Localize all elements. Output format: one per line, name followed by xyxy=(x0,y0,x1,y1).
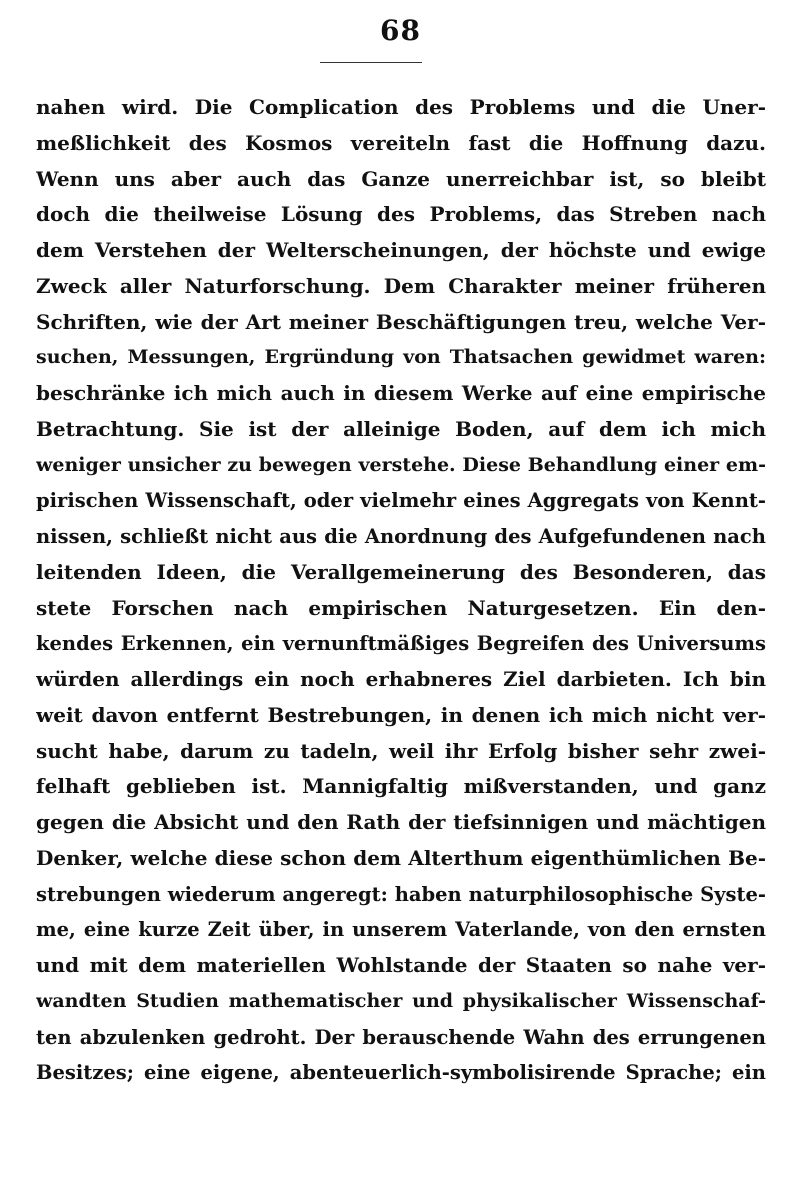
body-text xyxy=(36,90,766,1091)
text-line: ten abzulenken gedroht. Der berauschende Wahn des errungenen xyxy=(36,1025,766,1049)
text-line: weit davon entfernt Bestrebungen, in denen ich mich nicht ver- xyxy=(36,702,766,727)
text-line: Zweck aller Naturforschung. Dem Charakter meiner früheren xyxy=(36,273,766,298)
text-line: suchen, Messungen, Ergründung von Thatsachen gewidmet waren: xyxy=(36,346,766,369)
text-line: stete Forschen nach empirischen Naturgesetzen. Ein den- xyxy=(36,595,766,620)
text-line: nissen, schließt nicht aus die Anordnung des Aufgefundenen nach xyxy=(36,525,766,548)
text-line: Wenn uns aber auch das Ganze unerreichbar ist, so bleibt xyxy=(36,166,766,191)
text-line: weniger unsicher zu bewegen verstehe. Diese Behandlung einer em- xyxy=(36,453,766,476)
text-line: pirischen Wissenschaft, oder vielmehr eines Aggregats von Kennt- xyxy=(36,489,766,513)
text-line: kendes Erkennen, ein vernunftmäßiges Begreifen des Universums xyxy=(36,632,766,656)
text-line: doch die theilweise Lösung des Problems, das Streben nach xyxy=(36,202,766,227)
text-line: meßlichkeit des Kosmos vereiteln fast die Hoffnung dazu. xyxy=(36,130,766,155)
text-line: Betrachtung. Sie ist der alleinige Boden, auf dem ich mich xyxy=(36,416,766,441)
text-line: Besitzes; eine eigene, abenteuerlich-symbolisirende Sprache; ein xyxy=(36,1061,766,1085)
text-line: me, eine kurze Zeit über, in unserem Vaterlande, von den ernsten xyxy=(36,918,766,942)
text-line: wandten Studien mathematischer und physikalischer Wissenschaf- xyxy=(36,989,766,1012)
page-number: 68 xyxy=(380,14,421,47)
text-line: dem Verstehen der Welterscheinungen, der höchste und ewige xyxy=(36,238,766,262)
text-line: strebungen wiederum angeregt: haben naturphilosophische Syste- xyxy=(36,882,766,906)
text-line: beschränke ich mich auch in diesem Werke auf eine empirische xyxy=(36,381,766,405)
text-line: leitenden Ideen, die Verallgemeinerung des Besonderen, das xyxy=(36,559,766,584)
text-line: felhaft geblieben ist. Mannigfaltig mißverstanden, und ganz xyxy=(36,774,766,799)
text-line: sucht habe, darum zu tadeln, weil ihr Erfolg bisher sehr zwei- xyxy=(36,738,766,763)
text-line: würden allerdings ein noch erhabneres Ziel darbieten. Ich bin xyxy=(36,667,766,691)
text-line: Denker, welche diese schon dem Alterthum eigenthümlichen Be- xyxy=(36,845,766,870)
text-line: und mit dem materiellen Wohlstande der Staaten so nahe ver- xyxy=(36,953,766,977)
text-line: gegen die Absicht und den Rath der tiefsinnigen und mächtigen xyxy=(36,810,766,834)
text-line: Schriften, wie der Art meiner Beschäftigungen treu, welche Ver- xyxy=(36,309,766,334)
header-rule xyxy=(320,62,422,63)
text-line: nahen wird. Die Complication des Problems und die Uner- xyxy=(36,95,766,119)
